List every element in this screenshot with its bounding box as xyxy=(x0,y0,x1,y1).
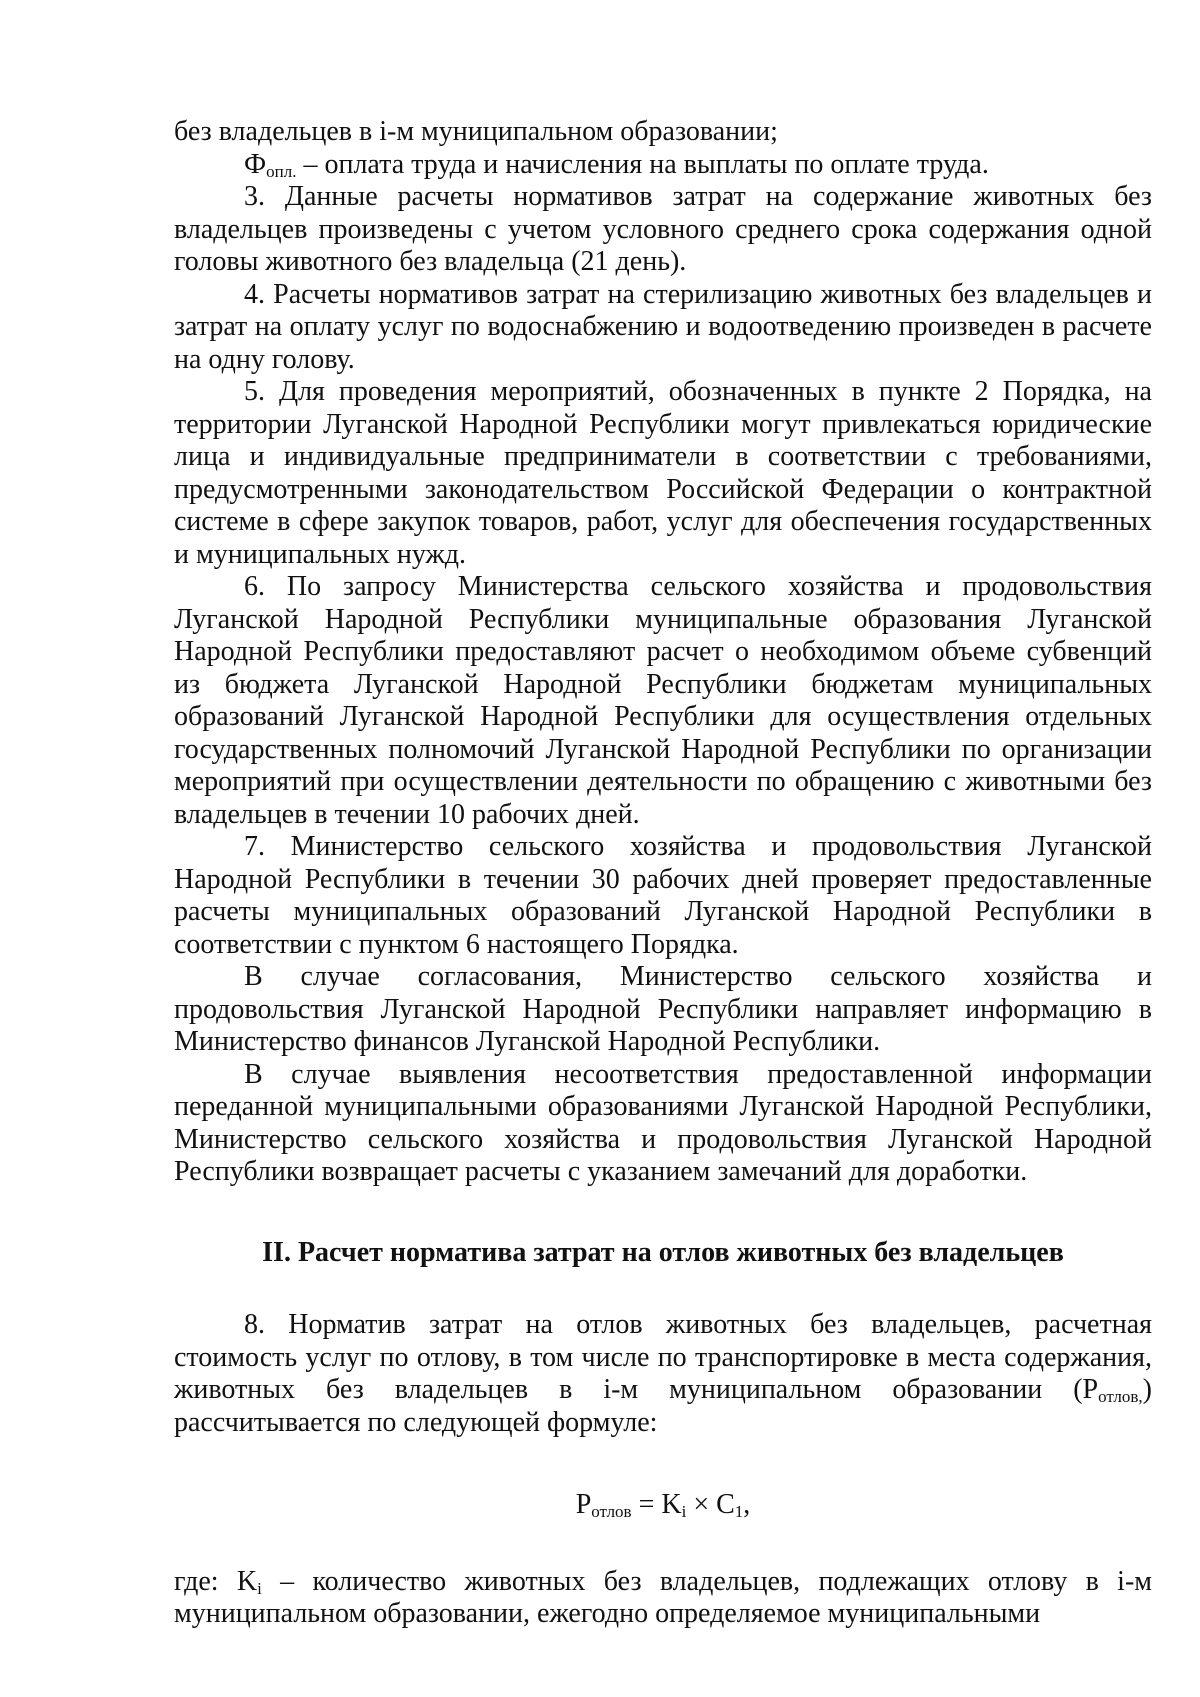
p8-text-end: ) рассчитывается по следующей формуле: xyxy=(174,1374,1152,1438)
formula-eq-k: = K xyxy=(631,1489,682,1520)
paragraph-fopl-definition xyxy=(174,149,1152,182)
p8-subscript: отлов, xyxy=(1098,1387,1143,1406)
paragraph-continuation: без владельцев в i-м муниципальном образовании; xyxy=(174,116,778,147)
paragraph-7-discrepancy: В случае выявления несоответствия предоставленной информации переданной муниципальными образованиями Луганской Народной Республики, Министерство сельского хозяйства и продовольствия Луганской Народной Республики возвращает расчеты с указанием замечаний для доработки. xyxy=(174,1058,1152,1187)
where-subscript: i xyxy=(257,1578,262,1598)
section-heading: II. Расчет норматива затрат на отлов животных без владельцев xyxy=(262,1236,1064,1268)
formula-c-subscript: 1 xyxy=(734,1502,744,1521)
formula-lhs-subscript: отлов xyxy=(591,1502,632,1521)
fopl-text: – оплата труда и начисления на выплаты по оплате труда. xyxy=(296,148,989,180)
paragraph-6: 6. По запросу Министерства сельского хозяйства и продовольствия Луганской Народной Республики муниципальные образования Луганской Народной Республики предоставляют расчет о необходимом объеме субвенций из бюджета Луганской Народной Республики бюджетам муниципальных образований Луганской Народной Республики для осуществления отдельных государственных полномочий Луганской Народной Республики по организации мероприятий при осуществлении деятельности по обращению с животными без владельцев в течении 10 рабочих дней. xyxy=(174,571,1152,830)
p8-text-start: 8. Норматив затрат на отлов животных без владельцев, расчетная стоимость услуг по отлову, в том числе по транспортировке в места содержания, животных без владельцев в i-м муниципальном образовании (Р xyxy=(174,1309,1152,1405)
fopl-subscript: опл. xyxy=(266,161,297,181)
paragraph-3: 3. Данные расчеты нормативов затрат на содержание животных без владельцев произведены с учетом условного среднего срока содержания одной головы животного без владельца (21 день). xyxy=(174,181,1152,277)
formula-lhs: Р xyxy=(575,1489,592,1520)
paragraph-where xyxy=(174,1566,1152,1631)
where-text-start: где: K xyxy=(174,1565,258,1597)
formula xyxy=(174,1489,1152,1522)
document-body xyxy=(174,116,1152,1631)
paragraph-7: 7. Министерство сельского хозяйства и продовольствия Луганской Народной Республики в течении 30 рабочих дней проверяет предоставленные расчеты муниципальных образований Луганской Народной Республики в соответствии с пунктом 6 настоящего Порядка. xyxy=(174,831,1152,960)
paragraph-4: 4. Расчеты нормативов затрат на стерилизацию животных без владельцев и затрат на оплату услуг по водоснабжению и водоотведению произведен в расчете на одну голову. xyxy=(174,278,1152,375)
formula-k-subscript: i xyxy=(681,1502,687,1521)
paragraph-8 xyxy=(174,1309,1152,1439)
fopl-symbol: Ф xyxy=(244,148,267,180)
formula-tail: , xyxy=(743,1489,751,1520)
paragraph-7-agreement: В случае согласования, Министерство сельского хозяйства и продовольствия Луганской Народной Республики направляет информацию в Министерство финансов Луганской Народной Республики. xyxy=(174,961,1152,1057)
formula-times-c: × C xyxy=(686,1489,735,1520)
where-text-end: – количество животных без владельцев, подлежащих отлову в i-м муниципальном образовании, ежегодно определяемое муниципальными xyxy=(174,1565,1153,1629)
paragraph-5: 5. Для проведения мероприятий, обозначенных в пункте 2 Порядка, на территории Луганской Народной Республики могут привлекаться юридические лица и индивидуальные предприниматели в соответствии с требованиями, предусмотренными законодательством Российской Федерации о контрактной системе в сфере закупок товаров, работ, услуг для обеспечения государственных и муниципальных нужд. xyxy=(174,376,1152,570)
